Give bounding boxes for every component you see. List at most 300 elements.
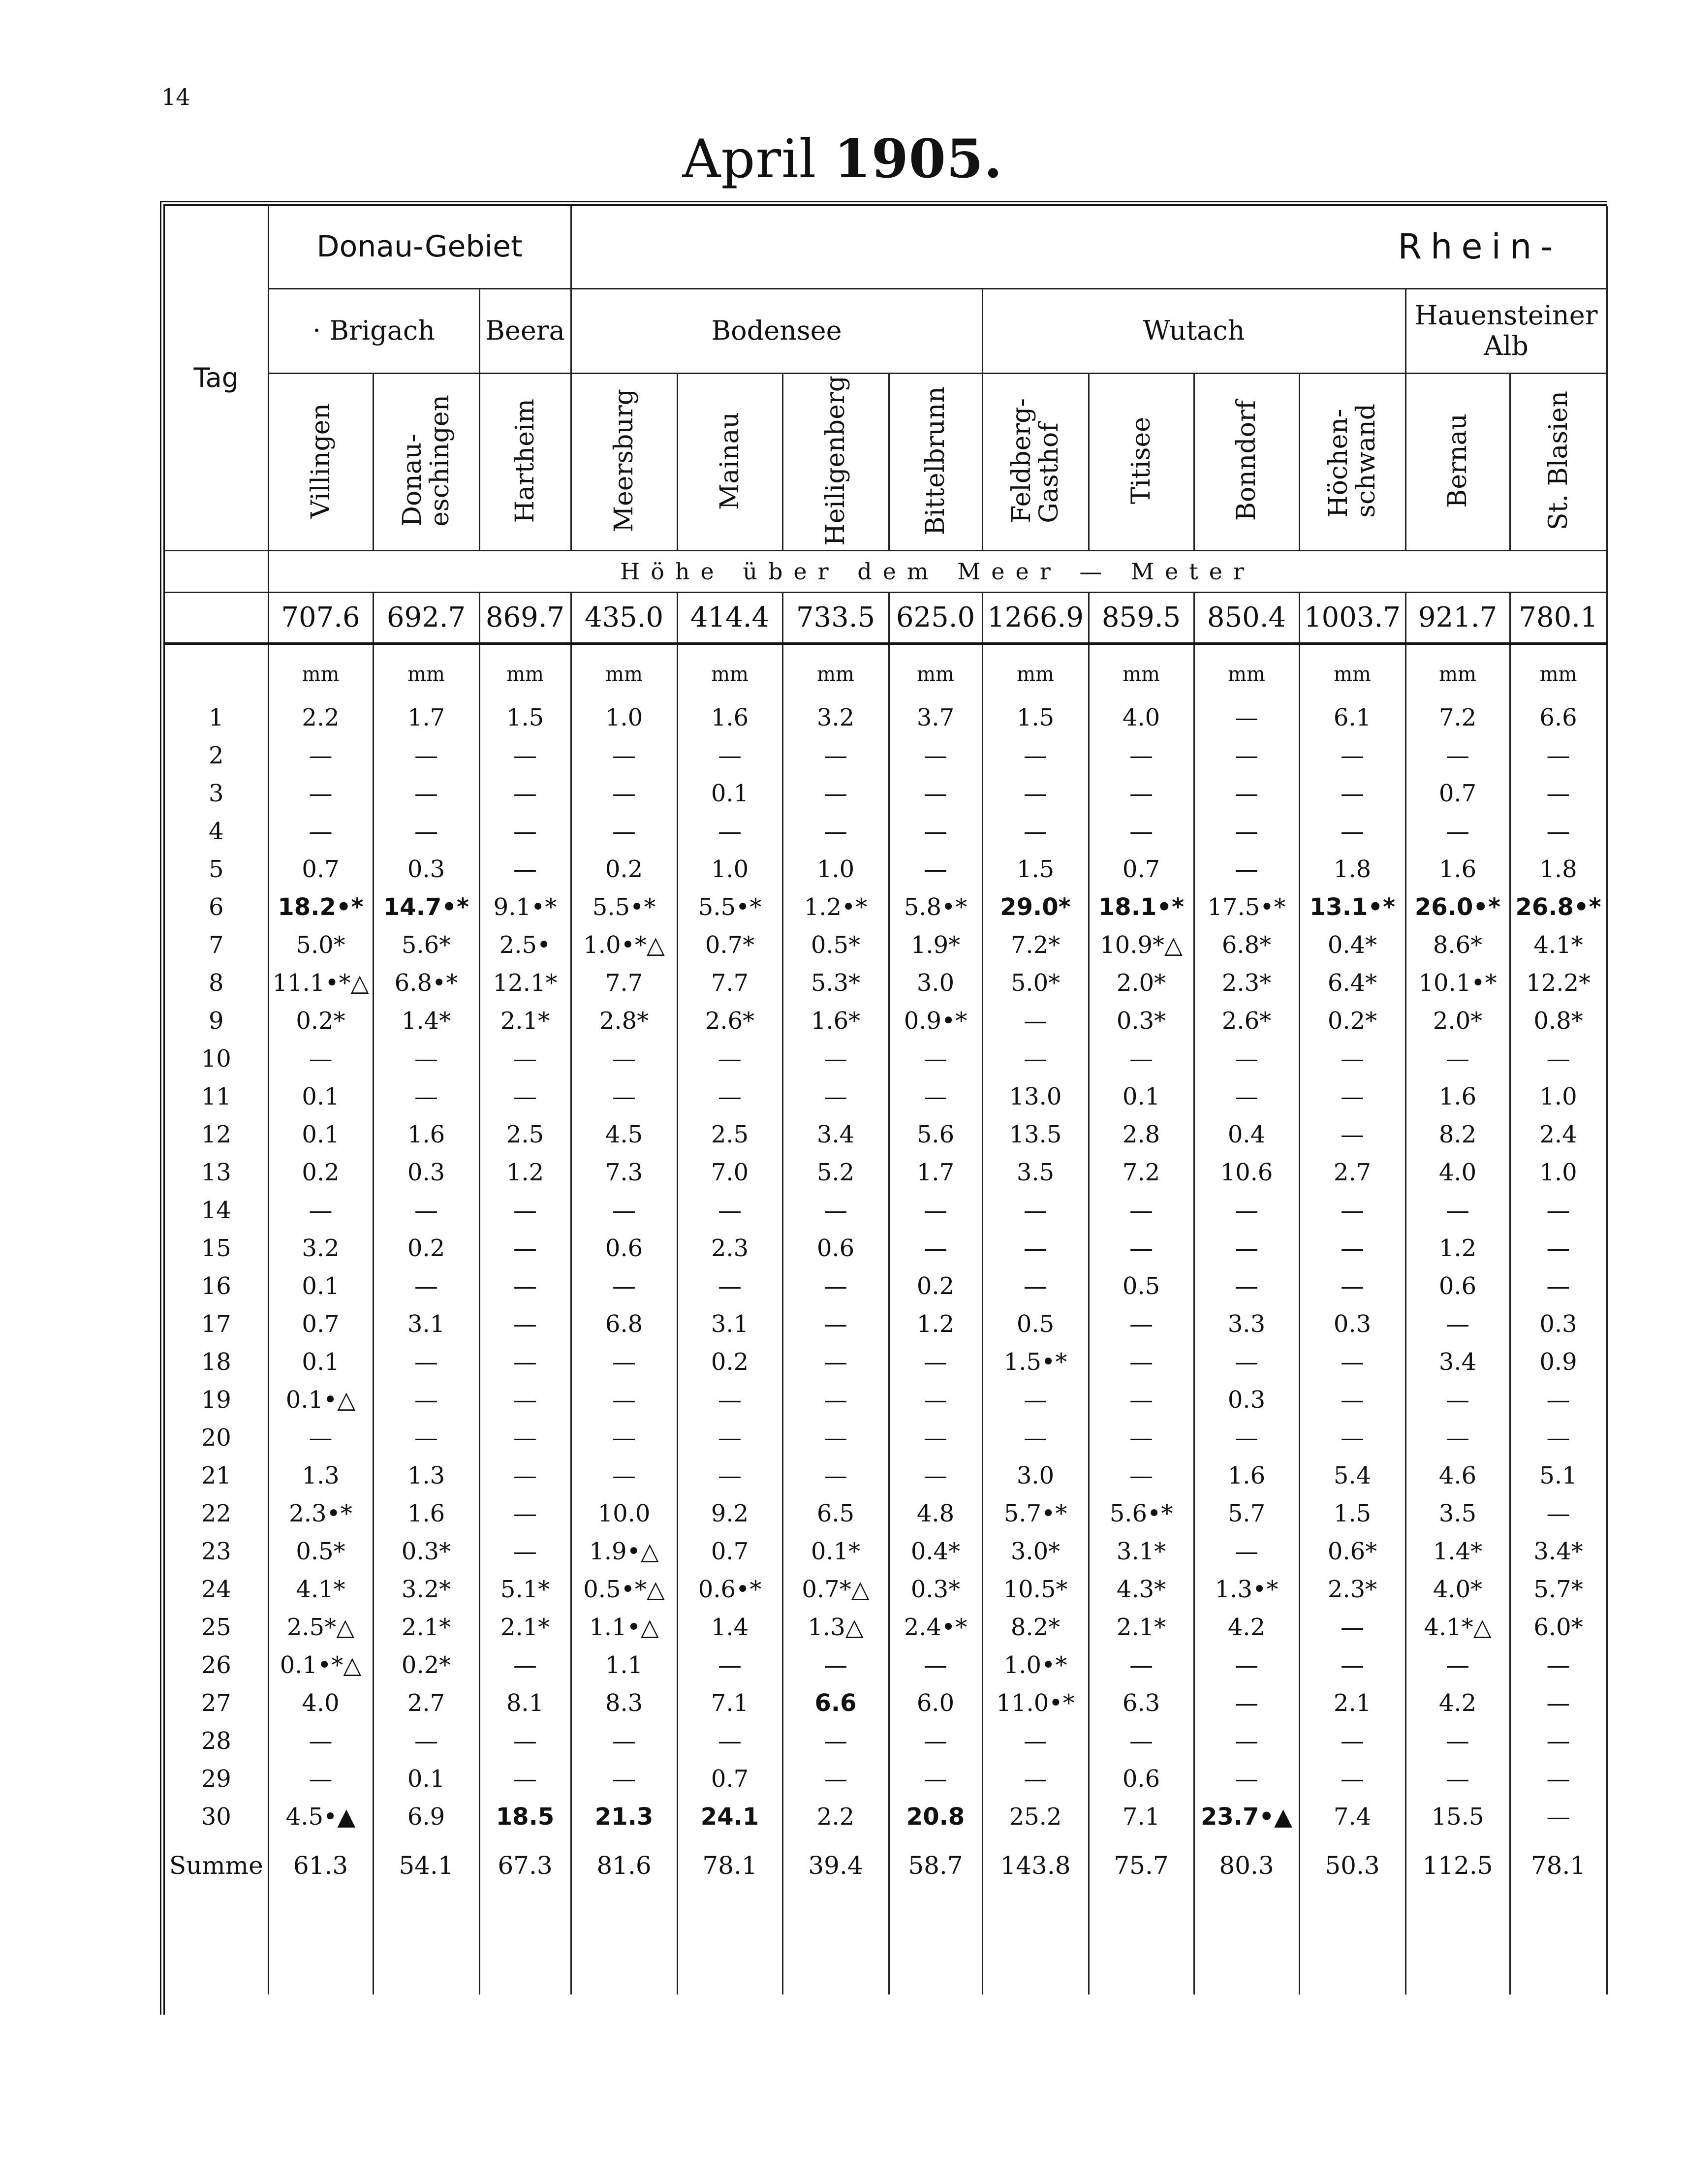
table-cell: — — [1129, 1386, 1154, 1414]
table-cell: — — [824, 1651, 848, 1679]
table-cell: 1.0 — [1539, 1082, 1577, 1110]
table-cell: 7.2 — [1438, 703, 1477, 731]
table-cell: — — [824, 1386, 848, 1414]
summe-value: 143.8 — [1000, 1851, 1071, 1880]
table-cell: 5.6 — [916, 1120, 955, 1148]
table-cell: 0.3* — [401, 1537, 451, 1565]
table-cell: — — [1129, 817, 1154, 845]
table-cell: 0.7 — [1122, 855, 1160, 883]
table-cell: 2.3* — [1221, 969, 1272, 997]
table-cell: 6.3 — [1122, 1689, 1160, 1717]
table-cell: 17.5•* — [1207, 893, 1286, 921]
table-cell: 9.2 — [711, 1499, 749, 1527]
table-cell: 4.6 — [1438, 1461, 1477, 1489]
table-cell: — — [924, 1234, 948, 1262]
table-cell: — — [1235, 1348, 1259, 1376]
table-cell: 1.4* — [401, 1007, 451, 1035]
table-cell: — — [1024, 1765, 1048, 1793]
table-cell: 23.7•▲ — [1201, 1803, 1293, 1831]
table-cell: 0.3 — [1333, 1310, 1372, 1338]
table-cell: — — [1546, 1234, 1570, 1262]
table-cell: — — [612, 1461, 636, 1489]
station-header — [782, 373, 889, 550]
table-cell: — — [1235, 1424, 1259, 1452]
table-cell: 3.5 — [1438, 1499, 1477, 1527]
table-cell: 9.1•* — [493, 893, 557, 921]
table-cell: 0.2* — [296, 1007, 345, 1035]
table-cell: 7.1 — [711, 1689, 749, 1717]
table-cell: 6.8* — [1221, 931, 1272, 959]
table-cell: 8.2* — [1010, 1613, 1061, 1641]
table-cell: — — [1129, 1727, 1154, 1755]
table-cell: — — [513, 1727, 537, 1755]
table-cell: — — [513, 1651, 537, 1679]
table-cell: 26.8•* — [1515, 893, 1601, 921]
table-cell: 3.4 — [1438, 1348, 1477, 1376]
table-cell: 14.7•* — [383, 893, 469, 921]
donau-gebiet-header: Donau-Gebiet — [268, 206, 571, 288]
table-cell: 7.1 — [1122, 1803, 1160, 1831]
table-cell: 11.0•* — [996, 1689, 1075, 1717]
table-cell: 1.3 — [302, 1461, 340, 1489]
table-cell: — — [718, 1461, 742, 1489]
table-cell: 5.0* — [296, 931, 345, 959]
table-cell: — — [513, 741, 537, 769]
station-name: Titisee — [1126, 417, 1156, 505]
table-cell: 3.1 — [407, 1310, 445, 1338]
table-cell: — — [513, 1499, 537, 1527]
summe-value: 58.7 — [908, 1851, 963, 1880]
table-cell: 5.2 — [816, 1158, 855, 1186]
summe-value: 78.1 — [702, 1851, 757, 1880]
table-cell: 1.5 — [1333, 1499, 1372, 1527]
day-label: 7 — [208, 931, 224, 959]
station-column — [1510, 643, 1607, 1994]
precipitation-table — [165, 206, 1608, 1994]
table-cell: — — [1235, 1651, 1259, 1679]
day-label: 10 — [201, 1045, 231, 1073]
table-cell: — — [1129, 1196, 1154, 1224]
table-cell: — — [1129, 1234, 1154, 1262]
table-cell: — — [612, 1765, 636, 1793]
station-name: St. Blasien — [1543, 391, 1573, 531]
station-name: Bittelbrunn — [921, 386, 951, 536]
table-cell: — — [924, 1045, 948, 1073]
table-cell: 0.7 — [711, 1765, 749, 1793]
table-cell: 1.2 — [916, 1310, 955, 1338]
table-cell: — — [1129, 1310, 1154, 1338]
station-column — [1089, 643, 1194, 1994]
table-cell: — — [718, 1082, 742, 1110]
table-cell: — — [414, 1196, 438, 1224]
table-cell: 0.7 — [302, 855, 340, 883]
table-cell: — — [1235, 1045, 1259, 1073]
unit-label: mm — [1439, 663, 1476, 686]
table-cell: 7.4 — [1333, 1803, 1372, 1831]
table-cell: — — [513, 1348, 537, 1376]
table-cell: 6.8•* — [394, 969, 458, 997]
table-cell: — — [1446, 1310, 1470, 1338]
unit-label: mm — [302, 663, 340, 686]
table-cell: 1.4* — [1433, 1537, 1483, 1565]
unit-label: mm — [1123, 663, 1160, 686]
station-header — [1405, 373, 1510, 550]
table-cell: — — [1446, 1045, 1470, 1073]
table-cell: — — [1546, 1045, 1570, 1073]
day-label: 5 — [208, 855, 224, 883]
day-label: 6 — [208, 893, 224, 921]
summe-value: 67.3 — [498, 1851, 553, 1880]
table-cell: 4.0 — [1438, 1158, 1477, 1186]
table-cell: 0.4* — [1327, 931, 1377, 959]
table-cell: — — [1546, 1272, 1570, 1300]
table-cell: — — [414, 1348, 438, 1376]
subregion-brigach: · Brigach — [268, 288, 479, 373]
elevation-value: 692.7 — [373, 592, 479, 643]
day-label: 15 — [201, 1234, 231, 1262]
table-cell: 1.3△ — [808, 1613, 864, 1641]
station-name: Hartheim — [510, 398, 540, 523]
table-cell: 2.3 — [711, 1234, 749, 1262]
station-header — [571, 373, 677, 550]
table-cell: 0.6•* — [698, 1575, 762, 1603]
table-cell: — — [513, 855, 537, 883]
unit-label: mm — [1017, 663, 1054, 686]
table-cell: 1.6 — [711, 703, 749, 731]
table-cell: — — [824, 1461, 848, 1489]
table-cell: — — [1446, 1765, 1470, 1793]
unit-label: mm — [1228, 663, 1265, 686]
table-cell: — — [718, 741, 742, 769]
table-cell: 6.6 — [814, 1689, 857, 1717]
table-cell: — — [1341, 1272, 1365, 1300]
table-cell: — — [924, 855, 948, 883]
table-cell: — — [1235, 1765, 1259, 1793]
table-cell: — — [1546, 779, 1570, 807]
table-cell: — — [1446, 1651, 1470, 1679]
table-cell: — — [1546, 1689, 1570, 1717]
table-cell: 1.5•* — [1003, 1348, 1067, 1376]
day-label: 11 — [201, 1082, 231, 1110]
table-cell: — — [612, 1272, 636, 1300]
table-cell: — — [1235, 703, 1259, 731]
day-label: 28 — [201, 1727, 231, 1755]
table-cell: 1.2 — [1438, 1234, 1477, 1262]
table-cell: — — [924, 1386, 948, 1414]
table-cell: — — [1446, 1424, 1470, 1452]
table-cell: — — [1546, 1196, 1570, 1224]
table-cell: — — [1446, 1196, 1470, 1224]
table-cell: 1.6 — [1227, 1461, 1266, 1489]
table-cell: — — [824, 1727, 848, 1755]
table-cell: 1.0 — [1539, 1158, 1577, 1186]
station-column — [571, 643, 677, 1994]
summe-value: 54.1 — [399, 1851, 454, 1880]
day-label: 30 — [201, 1803, 231, 1831]
table-cell: 0.2* — [1327, 1007, 1377, 1035]
unit-label: mm — [917, 663, 954, 686]
table-cell: 0.2 — [711, 1348, 749, 1376]
table-cell: 3.3 — [1227, 1310, 1266, 1338]
table-cell: — — [824, 1348, 848, 1376]
table-cell: 2.4•* — [904, 1613, 967, 1641]
table-cell: — — [513, 1272, 537, 1300]
table-cell: 8.6* — [1433, 931, 1483, 959]
table-cell: 7.0 — [711, 1158, 749, 1186]
table-cell: 1.4 — [711, 1613, 749, 1641]
table-cell: 2.5*△ — [286, 1613, 355, 1641]
table-cell: 0.5* — [811, 931, 861, 959]
unit-label: mm — [711, 663, 749, 686]
station-header — [677, 373, 782, 550]
table-cell: — — [612, 817, 636, 845]
tag-header: Tag — [165, 206, 268, 550]
elevation-value: 625.0 — [889, 592, 982, 643]
table-cell: — — [718, 1272, 742, 1300]
table-cell: 6.5 — [816, 1499, 855, 1527]
table-cell: 5.4 — [1333, 1461, 1372, 1489]
hoehe-label: Höhe über dem Meer — Meter — [268, 550, 1607, 592]
table-cell: — — [1446, 741, 1470, 769]
table-cell: 5.7•* — [1003, 1499, 1067, 1527]
summe-value: 61.3 — [293, 1851, 348, 1880]
table-cell: 4.8 — [916, 1499, 955, 1527]
table-cell: — — [1546, 1727, 1570, 1755]
table-cell: 0.2 — [916, 1272, 955, 1300]
table-cell: 4.1*△ — [1424, 1613, 1492, 1641]
day-label: 20 — [201, 1424, 231, 1452]
table-cell: 0.7* — [705, 931, 755, 959]
page-title — [0, 128, 1685, 190]
table-cell: 1.6 — [1438, 1082, 1477, 1110]
table-cell: 5.5•* — [592, 893, 656, 921]
table-cell: — — [612, 1727, 636, 1755]
table-cell: 1.2•* — [804, 893, 868, 921]
summe-label: Summe — [169, 1851, 263, 1880]
table-cell: — — [1129, 1424, 1154, 1452]
table-cell: — — [309, 817, 333, 845]
table-cell: — — [924, 1765, 948, 1793]
table-cell: — — [1341, 1082, 1365, 1110]
table-cell: 1.9•△ — [589, 1537, 659, 1565]
station-header-row — [165, 373, 1607, 550]
table-cell: 6.8 — [605, 1310, 643, 1338]
summe-value: 112.5 — [1422, 1851, 1493, 1880]
elevation-value: 1266.9 — [982, 592, 1089, 643]
table-cell: — — [1129, 1461, 1154, 1489]
title-year: 1905. — [834, 128, 1003, 190]
table-cell: — — [1341, 1045, 1365, 1073]
day-label: 14 — [201, 1196, 231, 1224]
table-cell: — — [1235, 855, 1259, 883]
day-label: 18 — [201, 1348, 231, 1376]
day-label: 8 — [208, 969, 224, 997]
table-cell: 4.0* — [1433, 1575, 1483, 1603]
station-name: Feldberg- Gasthof — [1007, 398, 1064, 523]
table-cell: 5.5•* — [698, 893, 762, 921]
table-cell: 20.8 — [906, 1803, 965, 1831]
table-cell: — — [718, 817, 742, 845]
table-cell: 21.3 — [594, 1803, 654, 1831]
table-cell: — — [1341, 1120, 1365, 1148]
station-header — [1299, 373, 1405, 550]
table-cell: 2.1 — [1333, 1689, 1372, 1717]
table-cell: 2.4 — [1539, 1120, 1577, 1148]
table-cell: — — [718, 1196, 742, 1224]
table-cell: — — [1446, 817, 1470, 845]
day-label: 16 — [201, 1272, 231, 1300]
table-cell: — — [1546, 1386, 1570, 1414]
table-cell: 0.1 — [1122, 1082, 1160, 1110]
table-cell: 1.6 — [407, 1120, 445, 1148]
table-cell: 12.2* — [1526, 969, 1591, 997]
day-label: 9 — [208, 1007, 224, 1035]
table-cell: 1.3•* — [1215, 1575, 1279, 1603]
table-cell: 0.9•* — [904, 1007, 967, 1035]
subregion-wutach: Wutach — [982, 288, 1405, 373]
day-label: 17 — [201, 1310, 231, 1338]
table-cell: 6.0* — [1533, 1613, 1583, 1641]
table-cell: 3.5 — [1016, 1158, 1055, 1186]
table-cell: 0.7 — [302, 1310, 340, 1338]
table-cell: 5.3* — [811, 969, 861, 997]
table-cell: — — [513, 779, 537, 807]
table-cell: 2.1* — [401, 1613, 451, 1641]
table-cell: — — [414, 1082, 438, 1110]
station-name: Mainau — [715, 411, 745, 510]
table-cell: — — [718, 1651, 742, 1679]
table-cell: 3.1* — [1116, 1537, 1166, 1565]
table-cell: 2.6* — [705, 1007, 755, 1035]
table-cell: — — [1235, 1689, 1259, 1717]
table-cell: 1.7 — [407, 703, 445, 731]
table-cell: — — [414, 1727, 438, 1755]
station-name: Bernau — [1443, 413, 1473, 508]
table-cell: 0.6 — [1122, 1765, 1160, 1793]
elevation-value: 869.7 — [479, 592, 571, 643]
table-cell: 0.3 — [1539, 1310, 1577, 1338]
table-cell: — — [1546, 1765, 1570, 1793]
station-name: Villingen — [306, 403, 336, 519]
table-cell: — — [513, 1045, 537, 1073]
day-label: 1 — [208, 703, 224, 731]
table-cell: — — [1341, 779, 1365, 807]
table-cell: 2.3•* — [289, 1499, 352, 1527]
table-cell: 0.3* — [1116, 1007, 1166, 1035]
station-header — [373, 373, 479, 550]
table-cell: 0.1 — [302, 1120, 340, 1148]
table-cell: 2.6* — [1221, 1007, 1272, 1035]
table-cell: 8.1 — [506, 1689, 544, 1717]
table-cell: 7.3 — [605, 1158, 643, 1186]
station-header — [1510, 373, 1607, 550]
station-column — [479, 643, 571, 1994]
table-cell: — — [1341, 1386, 1365, 1414]
table-cell: 0.3 — [407, 1158, 445, 1186]
table-cell: 1.5 — [1016, 855, 1055, 883]
subregion-hauensteiner-alb: Hauensteiner Alb — [1405, 288, 1607, 373]
table-cell: — — [1024, 1386, 1048, 1414]
day-label: 29 — [201, 1765, 231, 1793]
table-cell: 0.5•*△ — [583, 1575, 665, 1603]
day-label: 2 — [208, 741, 224, 769]
table-cell: 24.1 — [700, 1803, 759, 1831]
table-cell: — — [612, 1348, 636, 1376]
table-cell: — — [924, 1424, 948, 1452]
table-cell: — — [513, 1386, 537, 1414]
table-cell: 1.9* — [910, 931, 961, 959]
table-cell: — — [1024, 817, 1048, 845]
table-cell: — — [1235, 1234, 1259, 1262]
table-cell: 1.8 — [1333, 855, 1372, 883]
table-cell: — — [924, 1082, 948, 1110]
summe-value: 78.1 — [1530, 1851, 1586, 1880]
station-column — [889, 643, 982, 1994]
table-cell: — — [513, 817, 537, 845]
station-header — [1089, 373, 1194, 550]
table-cell: — — [612, 741, 636, 769]
table-cell: 6.0 — [916, 1689, 955, 1717]
table-cell: — — [1024, 1007, 1048, 1035]
elevation-value: 1003.7 — [1299, 592, 1405, 643]
station-header — [479, 373, 571, 550]
table-cell: 0.7*△ — [802, 1575, 870, 1603]
table-cell: 2.1* — [500, 1007, 550, 1035]
table-cell: — — [924, 779, 948, 807]
table-cell: 18.5 — [496, 1803, 555, 1831]
table-cell: 2.8 — [1122, 1120, 1160, 1148]
table-cell: 6.6 — [1539, 703, 1577, 731]
elevation-value: 414.4 — [677, 592, 782, 643]
table-cell: — — [824, 1045, 848, 1073]
table-cell: 0.1 — [711, 779, 749, 807]
table-cell: — — [824, 1310, 848, 1338]
table-cell: 26.0•* — [1414, 893, 1501, 921]
table-cell: 5.8•* — [904, 893, 967, 921]
table-cell: — — [309, 1765, 333, 1793]
table-cell: — — [924, 1348, 948, 1376]
table-cell: 3.4 — [816, 1120, 855, 1148]
station-column — [1194, 643, 1299, 1994]
table-cell: — — [924, 1461, 948, 1489]
table-cell: 7.2* — [1010, 931, 1061, 959]
table-cell: 10.9*△ — [1100, 931, 1183, 959]
table-cell: — — [513, 1196, 537, 1224]
table-cell: — — [1341, 1196, 1365, 1224]
table-cell: — — [612, 1386, 636, 1414]
table-cell: 1.6 — [1438, 855, 1477, 883]
table-cell: — — [1024, 741, 1048, 769]
table-cell: — — [824, 1424, 848, 1452]
elevation-value: 435.0 — [571, 592, 677, 643]
table-cell: — — [924, 1196, 948, 1224]
table-cell: — — [1024, 1424, 1048, 1452]
table-cell: 6.4* — [1327, 969, 1377, 997]
table-cell: 2.8* — [599, 1007, 649, 1035]
table-cell: — — [1129, 741, 1154, 769]
table-cell: 0.1* — [811, 1537, 861, 1565]
table-cell: 7.7 — [711, 969, 749, 997]
day-label: 4 — [208, 817, 224, 845]
table-cell: 5.6* — [401, 931, 451, 959]
day-label: 23 — [201, 1537, 231, 1565]
station-column — [373, 643, 479, 1994]
table-cell: 3.2 — [302, 1234, 340, 1262]
table-cell: 5.0* — [1010, 969, 1061, 997]
table-cell: — — [1341, 1613, 1365, 1641]
table-cell: 3.0 — [1016, 1461, 1055, 1489]
table-cell: 1.1•△ — [589, 1613, 659, 1641]
